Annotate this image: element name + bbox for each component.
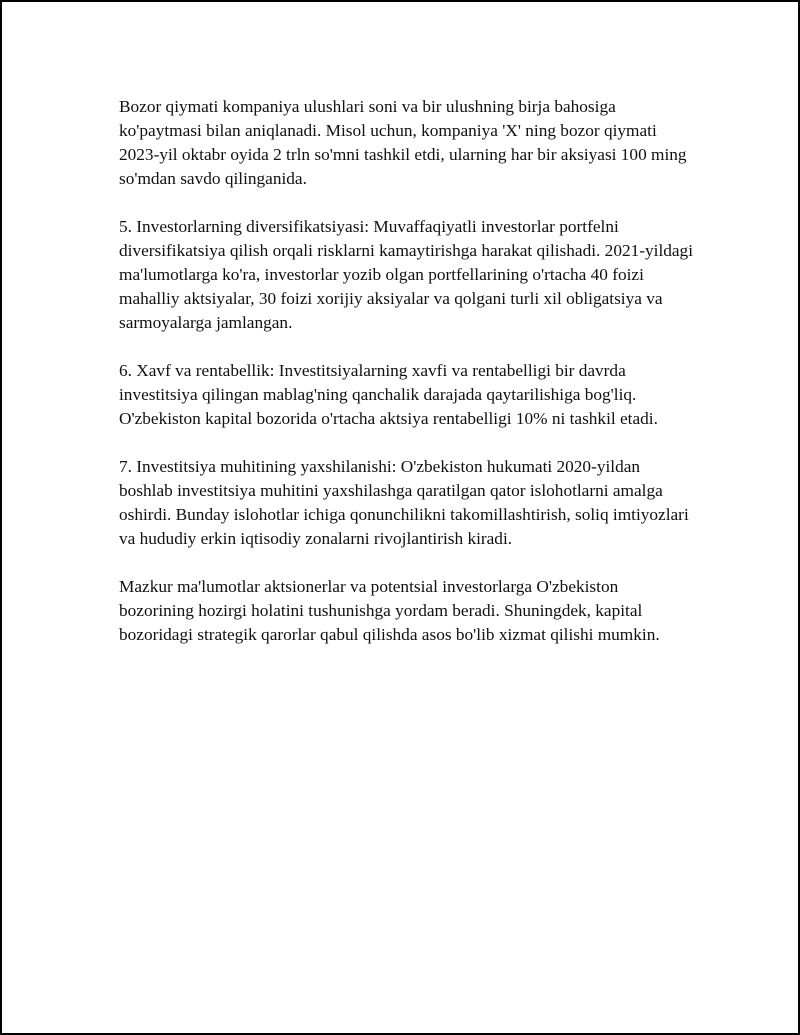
paragraph-market-value: Bozor qiymati kompaniya ulushlari soni va bir ulushning birja bahosiga ko'paytmasi bilan aniqlanadi. Misol uchun, kompaniya 'X' ning bozor qiymati 2023-yil oktabr oyida 2 trln so'mni tashkil etdi, ularning har bir aksiyasi 100 ming so'mdan savdo qilinganida. (119, 97, 687, 188)
paragraph-conclusion: Mazkur ma'lumotlar aktsionerlar va potentsial investorlarga O'zbekiston bozorining hozirgi holatini tushunishga yordam beradi. Shuningdek, kapital bozoridagi strategik qarorlar qabul qilishda asos bo'lib xizmat qilishi mumkin. (119, 577, 660, 644)
paragraph-investment-climate: 7. Investitsiya muhitining yaxshilanishi: O'zbekiston hukumati 2020-yildan boshlab investitsiya muhitini yaxshilashga qaratilgan qator islohotlarni amalga oshirdi. Bunday islohotlar ichiga qonunchilikni takomillashtirish, soliq imtiyozlari va hududiy erkin iqtisodiy zonalarni rivojlantirish kiradi. (119, 457, 689, 548)
paragraph-diversification: 5. Investorlarning diversifikatsiyasi: Muvaffaqiyatli investorlar portfelni diversifikatsiya qilish orqali risklarni kamaytirishga harakat qilishadi. 2021-yildagi ma'lumotlarga ko'ra, investorlar yozib olgan portfellarining o'rtacha 40 foizi mahalliy aktsiyalar, 30 foizi xorijiy aksiyalar va qolgani turli xil obligatsiya va sarmoyalarga jamlangan. (119, 217, 693, 332)
document-body (119, 95, 694, 671)
paragraph-risk-return: 6. Xavf va rentabellik: Investitsiyalarning xavfi va rentabelligi bir davrda investitsiya qilingan mablag'ning qanchalik darajada qaytarilishiga bog'liq. O'zbekiston kapital bozorida o'rtacha aktsiya rentabelligi 10% ni tashkil etadi. (119, 361, 658, 428)
